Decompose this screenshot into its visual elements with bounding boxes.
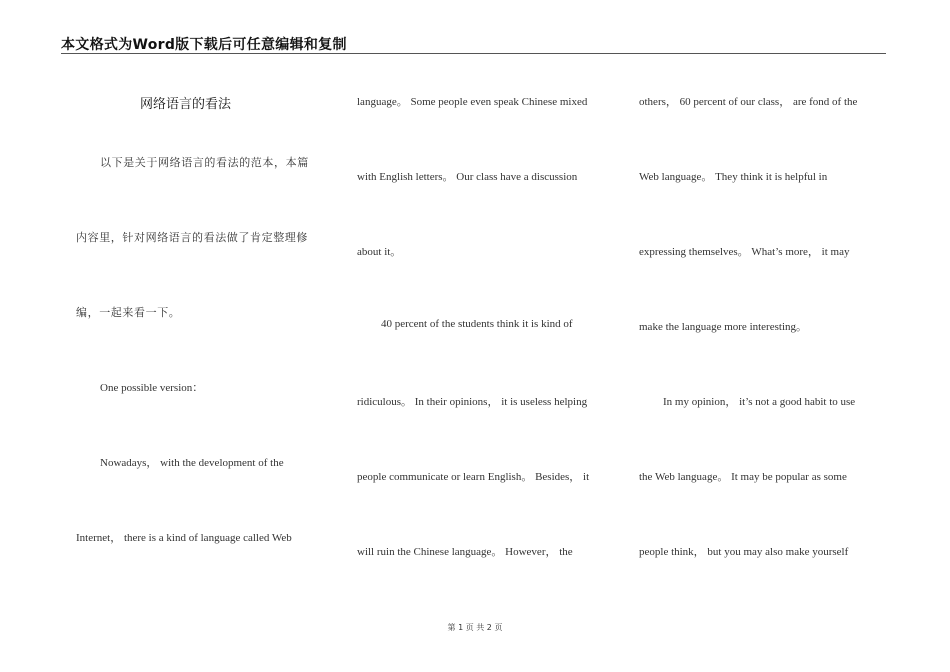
paragraph-line: people communicate or learn English。 Besides， it: [357, 471, 590, 483]
header-divider: [61, 53, 886, 54]
header-title: 本文格式为Word版下载后可任意编辑和复制: [61, 37, 347, 53]
paragraph-line: about it。: [357, 246, 402, 258]
paragraph-line: expressing themselves。 What’s more， it may: [639, 246, 850, 258]
paragraph-line: make the language more interesting。: [639, 321, 807, 333]
paragraph-line: will ruin the Chinese language。 However， the: [357, 546, 573, 558]
paragraph-line: Nowadays， with the development of the: [100, 457, 284, 469]
paragraph-line: ridiculous。 In their opinions， it is useless helping: [357, 396, 588, 408]
paragraph-line: people think， but you may also make yourself: [639, 546, 849, 558]
paragraph-line: with English letters。 Our class have a discussion: [357, 171, 578, 183]
page-number: 第 1 页 共 2 页: [447, 623, 503, 632]
paragraph-line: 编，一起来看一下。: [76, 306, 181, 319]
paragraph-line: others， 60 percent of our class， are fond of the: [639, 96, 858, 108]
document-title: 网络语言的看法: [140, 97, 232, 112]
paragraph-line: Internet， there is a kind of language called Web: [76, 532, 292, 544]
paragraph-line: language。 Some people even speak Chinese mixed: [357, 96, 588, 108]
paragraph-line: 内容里，针对网络语言的看法做了肯定整理修: [76, 231, 308, 244]
paragraph-line: 以下是关于网络语言的看法的范本，本篇: [100, 156, 309, 169]
paragraph-line: In my opinion， it’s not a good habit to use: [663, 396, 856, 408]
paragraph-line: Web language。 They think it is helpful in: [639, 171, 828, 183]
paragraph-line: One possible version：: [100, 382, 204, 394]
paragraph-line: 40 percent of the students think it is kind of: [381, 318, 573, 330]
paragraph-line: the Web language。 It may be popular as some: [639, 471, 847, 483]
